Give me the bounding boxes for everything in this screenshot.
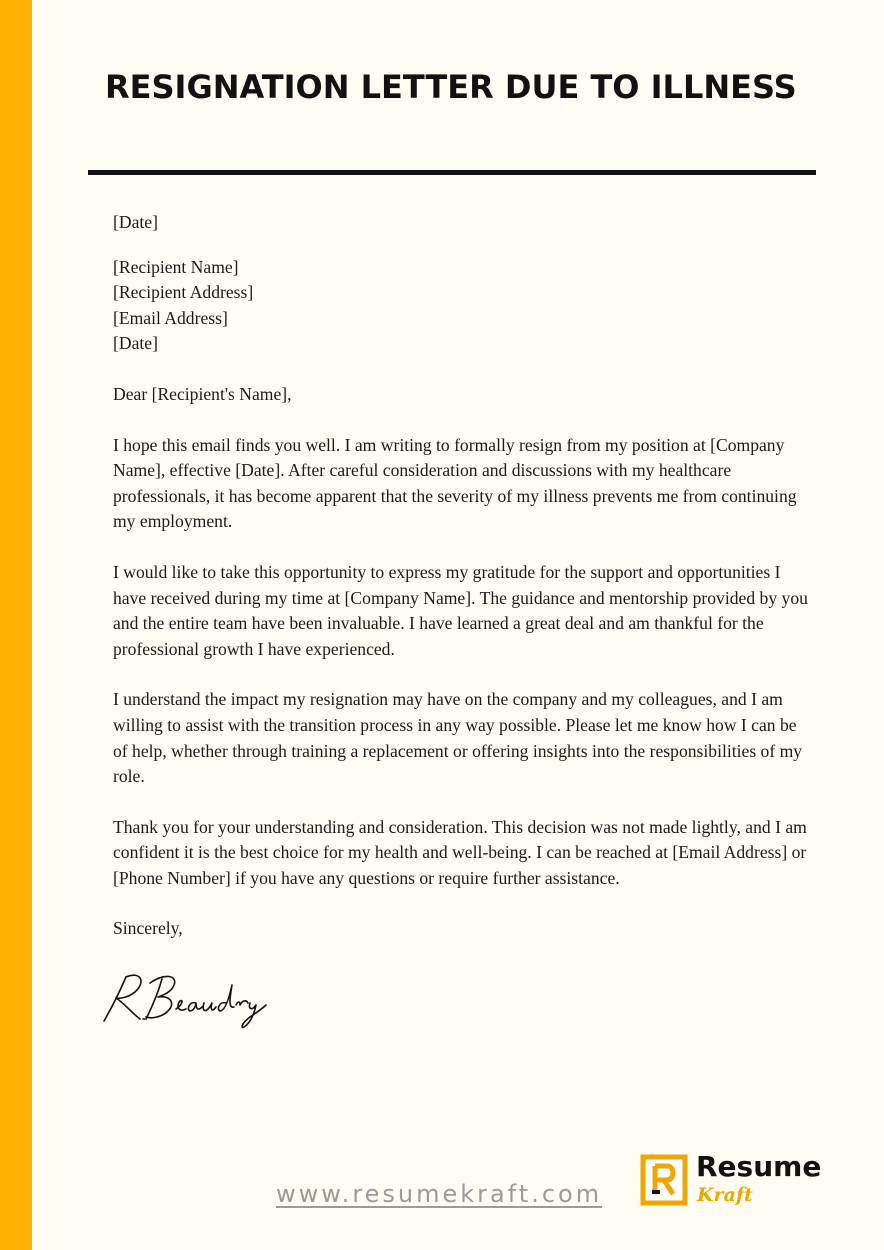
recipient-address: [Recipient Address] [113,282,254,303]
resumekraft-logo [640,1150,840,1210]
recipient-date: [Date] [113,333,158,354]
resumekraft-logo-icon [640,1154,688,1206]
footer-url[interactable]: www.resumekraft.com [276,1180,603,1208]
paragraph-3: I understand the impact my resignation may have on the company and my colleagues, and I am willing to assist with the transition process in any way possible. Please let me know how I can be of help, whether through training a replacement or offering insights into the responsibilities of my role. [113,689,803,787]
paragraph-4: Thank you for your understanding and consideration. This decision was not made lightly, and I am confident it is the best choice for my health and well-being. I can be reached at [Email Address] or [Phone Number] if you have any questions or require further assistance. [113,816,807,888]
logo-word-kraft: Kraft [697,1184,753,1206]
salutation: Dear [Recipient's Name], [113,383,292,404]
letter-date: [Date] [113,212,158,232]
accent-side-bar [0,0,32,1250]
handwritten-signature [100,965,270,1034]
closing: Sincerely, [113,918,183,939]
recipient-email: [Email Address] [113,307,228,328]
paragraph-1: I hope this email finds you well. I am writing to formally resign from my position at [Company Name], effective [Date]. After careful consideration and discussions with my healthcare professionals, it has become apparent that the severity of my illness prevents me from continuing my employment. [113,434,797,532]
page-title: RESIGNATION LETTER DUE TO ILLNESS [105,68,797,106]
paragraph-2: I would like to take this opportunity to express my gratitude for the support and opportunities I have received during my time at [Company Name]. The guidance and mentorship provided by you and the entire team have been invaluable. I have learned a great deal and am thankful for the professional growth I have experienced. [113,561,808,659]
title-divider [88,170,816,175]
recipient-name: [Recipient Name] [113,256,239,277]
logo-word-resume: Resume [696,1150,822,1183]
letter-body [113,210,813,942]
